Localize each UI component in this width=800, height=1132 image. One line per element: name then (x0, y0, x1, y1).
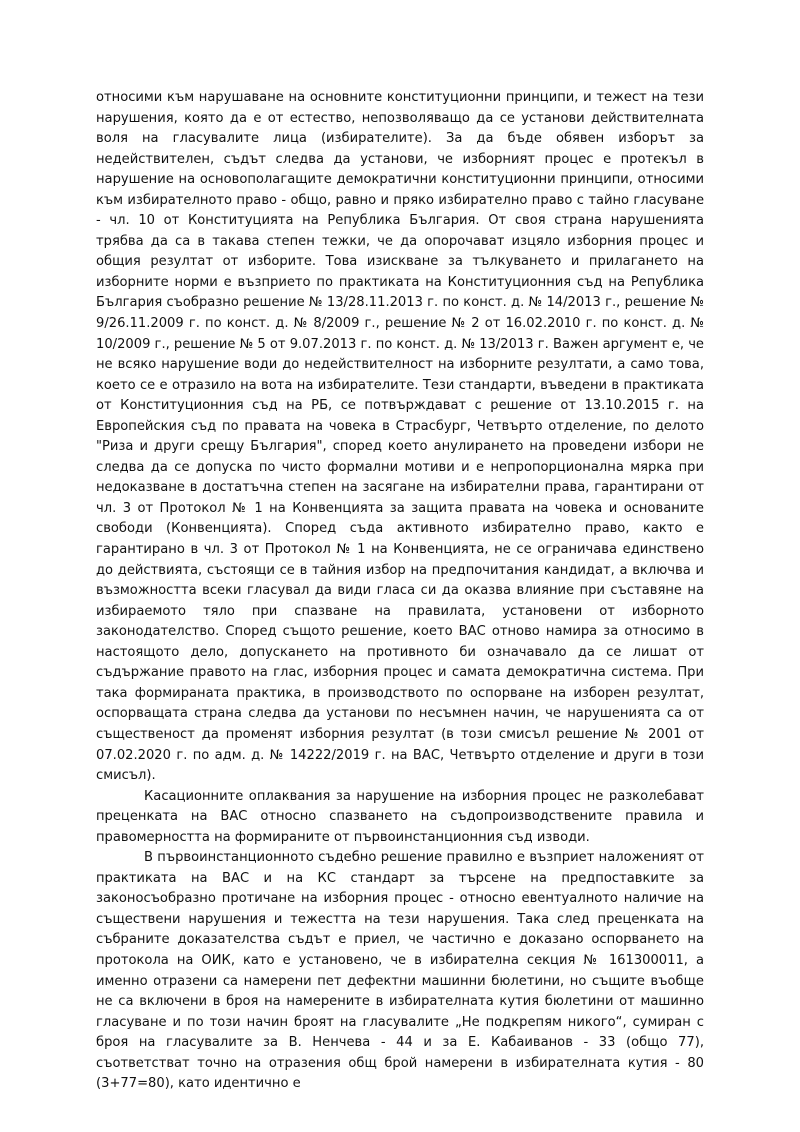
paragraph-1: относими към нарушаване на основните конституционни принципи, и тежест на тези нарушения, която да е от естество, непозволяващо да се установи действителната воля на гласувалите лица (избирателите). За да бъде обявен изборът за недействителен, съдът следва да установи, че изборният процес е протекъл в нарушение на основополагащите демократични конституционни принципи, относими към избирателното право - общо, равно и пряко избирателно право с тайно гласуване - чл. 10 от Конституцията на Република България. От своя страна нарушенията трябва да са в такава степен тежки, че да опорочават изцяло изборния процес и общия резултат от изборите. Това изискване за тълкуването и прилагането на изборните норми е възприето по практиката на Конституционния съд на Република България съобразно решение № 13/28.11.2013 г. по конст. д. № 14/2013 г., решение № 9/26.11.2009 г. по конст. д. № 8/2009 г., решение № 2 от 16.02.2010 г. по конст. д. № 10/2009 г., решение № 5 от 9.07.2013 г. по конст. д. № 13/2013 г. Важен аргумент е, че не всяко нарушение води до недействителност на изборните резултати, а само това, което се е отразило на вота на избирателите. Тези стандарти, въведени в практиката от Конституционния съд на РБ, се потвърждават с решение от 13.10.2015 г. на Европейския съд по правата на човека в Страсбург, Четвърто отделение, по делото "Риза и други срещу България", според което анулирането на проведени избори не следва да се допуска по чисто формални мотиви и е непропорционална мярка при недоказване в достатъчна степен на засягане на избирателни права, гарантирани от чл. 3 от Протокол № 1 на Конвенцията за защита правата на човека и основаните свободи (Конвенцията). Според съда активното избирателно право, както е гарантирано в чл. 3 от Протокол № 1 на Конвенцията, не се ограничава единствено до действията, състоящи се в тайния избор на предпочитания кандидат, а включва и възможността всеки гласувал да види гласа си да оказва влияние при съставяне на избираемото тяло при спазване на правилата, установени от изборното законодателство. Според същото решение, което ВАС отново намира за относимо в настоящото дело, допускането на противното би означавало да се лишат от съдържание правото на глас, изборния процес и самата демократична система. При така формираната практика, в производството по оспорване на изборен резултат, оспорващата страна следва да установи по несъмнен начин, че нарушенията са от същественост да променят изборния резултат (в този смисъл решение № 2001 от 07.02.2020 г. по адм. д. № 14222/2019 г. на ВАС, Четвърто отделение и други в този смисъл). (96, 90, 704, 784)
paragraph-3: В първоинстанционното съдебно решение правилно е възприет наложеният от практиката на ВАС и на КС стандарт за търсене на предпоставките за законосъобразно протичане на изборния процес - относно евентуалното наличие на съществени нарушения и тежестта на тези нарушения. Така след преценката на събраните доказателства съдът е приел, че частично е доказано оспорването на протокола на ОИК, като е установено, че в избирателна секция № 161300011, а именно отразени са намерени пет дефектни машинни бюлетини, но същите въобще не са включени в броя на намерените в избирателната кутия бюлетини от машинно гласуване и по този начин броят на гласувалите „Не подкрепям никого“, сумиран с броя на гласувалите за В. Ненчева - 44 и за Е. Кабаиванов - 33 (общо 77), съответстват точно на отразения общ брой намерени в избирателната кутия - 80 (3+77=80), като идентично е (96, 850, 704, 1092)
document-text-body (96, 88, 704, 1095)
paragraph-2: Касационните оплаквания за нарушение на изборния процес не разколебават преценката на ВАС относно спазването на съдопроизводствените правила и правомерността на формираните от първоинстанционния съд изводи. (96, 788, 704, 845)
